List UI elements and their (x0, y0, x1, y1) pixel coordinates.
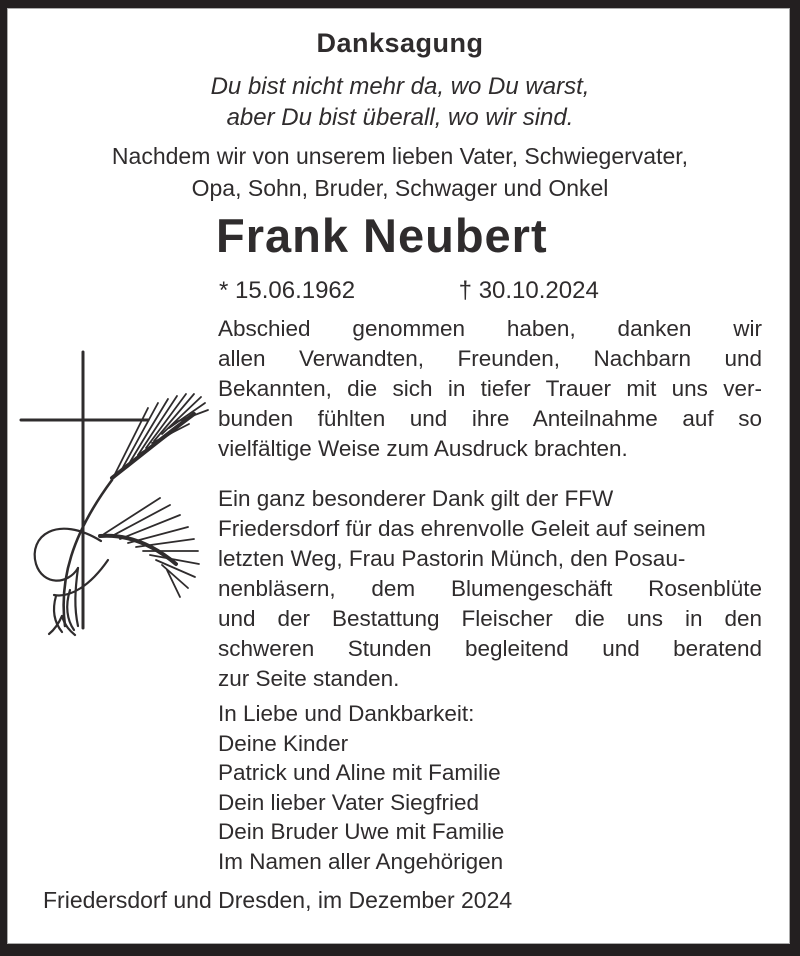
closing-line: Dein lieber Vater Siegfried (218, 789, 479, 815)
closing-line: Im Namen aller Angehörigen (218, 848, 504, 874)
thanks-paragraph-1 (218, 314, 762, 464)
closing-block (218, 699, 762, 876)
paragraph-line: schweren Stunden begleitend und beratend (218, 636, 762, 661)
wheat-ear-icon (35, 394, 208, 635)
paragraph-line: Ein ganz besonderer Dank gilt der FFW (218, 486, 614, 511)
closing-line: Patrick und Aline mit Familie (218, 760, 501, 785)
epigraph (0, 71, 800, 133)
notice-title: Danksagung (316, 28, 484, 58)
intro-line-2: Opa, Sohn, Bruder, Schwager und Onkel (191, 175, 609, 201)
intro-text (0, 140, 800, 204)
closing-line: In Liebe und Dankbarkeit: (218, 701, 475, 726)
paragraph-line: zur Seite standen. (218, 666, 400, 691)
closing-line: Dein Bruder Uwe mit Familie (218, 819, 505, 844)
paragraph-line: Bekannten, die sich in tiefer Trauer mit uns ver- (218, 376, 762, 401)
paragraph-line: allen Verwandten, Freunden, Nachbarn und (218, 346, 762, 371)
epigraph-line-1: Du bist nicht mehr da, wo Du warst, (210, 73, 590, 100)
birth-date: * 15.06.1962 (219, 277, 356, 304)
paragraph-line: bunden fühlten und ihre Anteilnahme auf so (218, 406, 762, 431)
place-and-date-line: Friedersdorf und Dresden, im Dezember 2024 (43, 887, 513, 913)
paragraph-line: vielfältige Weise zum Ausdruck brachten. (218, 436, 628, 461)
paragraph-line: letzten Weg, Frau Pastorin Münch, den Posau- (218, 546, 686, 571)
intro-line-1: Nachdem wir von unserem lieben Vater, Schwiegervater, (111, 143, 689, 169)
thanks-paragraph-2 (218, 484, 762, 694)
deceased-name: Frank Neubert (216, 209, 548, 262)
death-date: † 30.10.2024 (458, 277, 599, 304)
epigraph-line-2: aber Du bist überall, wo wir sind. (226, 104, 574, 131)
paragraph-line: und der Bestattung Fleischer die uns in den (218, 606, 762, 631)
cross-and-wheat-graphic (12, 338, 212, 638)
closing-line: Deine Kinder (218, 730, 349, 756)
paragraph-line: Friedersdorf für das ehrenvolle Geleit auf seinem (218, 516, 706, 541)
paragraph-line: nenbläsern, dem Blumengeschäft Rosenblüte (218, 576, 762, 601)
paragraph-line: Abschied genommen haben, danken wir (218, 316, 762, 341)
life-dates (219, 277, 599, 305)
